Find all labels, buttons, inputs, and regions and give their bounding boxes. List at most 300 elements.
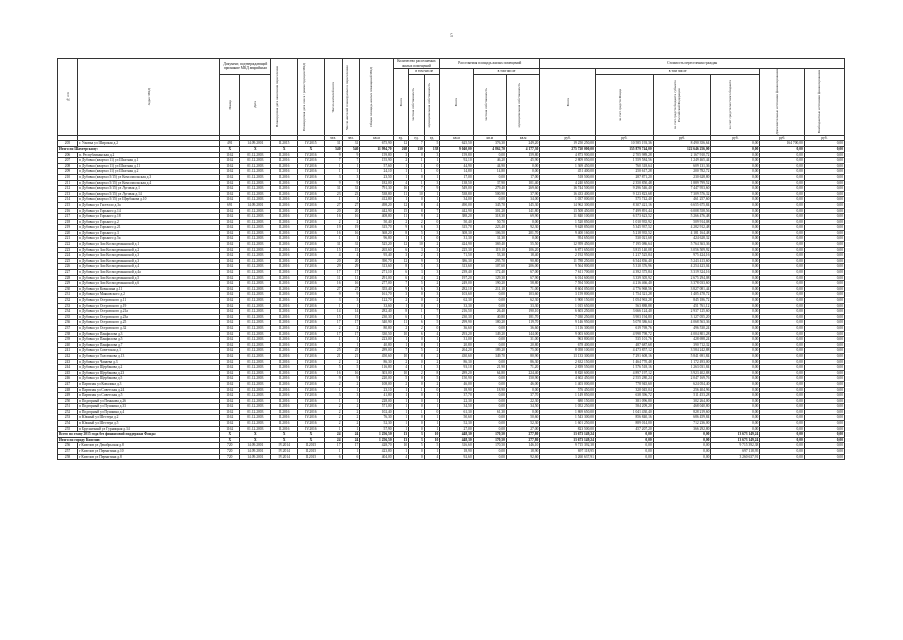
- table-cell: 355,40: [360, 286, 393, 292]
- table-cell: 1: [393, 398, 409, 404]
- table-cell: 257: [58, 449, 78, 455]
- address-cell: п Дубовка ул Островского д.32: [78, 325, 220, 331]
- table-cell: II.2016: [271, 158, 298, 164]
- table-cell: 0,00: [760, 146, 804, 152]
- table-cell: 720: [220, 443, 240, 449]
- table-cell: 1 543 300,00: [540, 415, 596, 421]
- table-cell: 155,90: [360, 158, 393, 164]
- table-cell: II.2016: [271, 214, 298, 220]
- table-cell: 0,00: [473, 426, 506, 432]
- table-cell: 963 800,00: [540, 337, 596, 343]
- table-cell: 1: [409, 387, 425, 393]
- table-cell: 170,50: [473, 443, 506, 449]
- table-cell: 461 257,60: [653, 197, 711, 203]
- table-cell: 122,70: [360, 298, 393, 304]
- table-cell: 234: [58, 309, 78, 315]
- table-cell: 0: [409, 174, 425, 180]
- table-cell: 1162: [220, 281, 240, 287]
- table-cell: 16: [324, 281, 342, 287]
- table-cell: 1 464 770,48: [595, 359, 653, 365]
- table-cell: 0,00: [760, 443, 804, 449]
- table-cell: 0,00: [711, 381, 760, 387]
- table-cell: 92,60: [506, 454, 539, 460]
- table-cell: 71,50: [440, 253, 473, 259]
- table-cell: 3: [424, 258, 440, 264]
- table-cell: 01.12.2003: [240, 381, 271, 387]
- table-cell: 1162: [220, 370, 240, 376]
- table-cell: 277,80: [506, 437, 539, 443]
- table-cell: 3 815 140,08: [595, 247, 653, 253]
- table-cell: 0: [409, 298, 425, 304]
- table-cell: 0,00: [804, 359, 844, 365]
- table-cell: 0,00: [760, 432, 804, 438]
- table-cell: 0,00: [804, 303, 844, 309]
- table-cell: 4 392 375,84: [595, 270, 653, 276]
- table-cell: 0,00: [595, 432, 653, 438]
- address-cell: п Дубовка ул Горького д.3: [78, 230, 220, 236]
- table-cell: 11: [393, 191, 409, 197]
- table-cell: 17: [342, 331, 360, 337]
- table-cell: 41,80: [360, 393, 393, 399]
- table-cell: 791,30: [360, 186, 393, 192]
- table-cell: 14,80: [440, 169, 473, 175]
- table-cell: 241: [58, 348, 78, 354]
- table-cell: 01.12.2003: [240, 180, 271, 186]
- table-cell: 239: [58, 337, 78, 343]
- table-cell: 0,00: [804, 236, 844, 242]
- table-cell: 19: [324, 225, 342, 231]
- table-cell: 01.12.2003: [240, 197, 271, 203]
- table-cell: 10: [409, 242, 425, 248]
- table-cell: 1: [324, 236, 342, 242]
- table-cell: 14.09.2001: [240, 443, 271, 449]
- table-cell: IV.2016: [298, 415, 325, 421]
- table-cell: 4 216 466,40: [595, 281, 653, 287]
- table-cell: 01.12.2003: [240, 258, 271, 264]
- table-cell: 303,00: [360, 370, 393, 376]
- table-cell: 3: [424, 270, 440, 276]
- table-cell: 6: [409, 331, 425, 337]
- table-cell: 0,00: [760, 348, 804, 354]
- table-cell: 0,00: [760, 365, 804, 371]
- table-cell: 1: [424, 398, 440, 404]
- table-cell: 4 177,30: [506, 146, 539, 152]
- table-cell: II.2015: [271, 141, 298, 147]
- table-cell: 1162: [220, 208, 240, 214]
- table-cell: 1162: [220, 186, 240, 192]
- table-cell: 6 573 623,52: [595, 214, 653, 220]
- table-cell: 450,60: [360, 353, 393, 359]
- table-cell: 71,20: [506, 365, 539, 371]
- table-cell: 500,90: [473, 191, 506, 197]
- header-area-municipal: муниципальная собственность: [506, 74, 539, 135]
- table-cell: 1 369 450,00: [540, 163, 596, 169]
- table-cell: 12: [393, 242, 409, 248]
- table-cell: II.2015: [298, 449, 325, 455]
- table-cell: 975 424,16: [653, 253, 711, 259]
- table-cell: 451 761,12: [653, 303, 711, 309]
- table-cell: 227: [58, 270, 78, 276]
- address-cell: п Дубовка ул Маяковского д.2: [78, 292, 220, 298]
- table-cell: 0,00: [711, 180, 760, 186]
- page-number: 5: [450, 34, 453, 39]
- address-cell: п Дубовка ул Толстикова д.13: [78, 353, 220, 359]
- table-cell: 24: [324, 437, 342, 443]
- table-cell: 34,50: [440, 404, 473, 410]
- unit-cell: кв.м: [360, 135, 393, 141]
- table-cell: 0,00: [595, 443, 653, 449]
- table-cell: 0,00: [473, 398, 506, 404]
- table-cell: II.2016: [271, 186, 298, 192]
- table-cell: 0,00: [804, 426, 844, 432]
- table-cell: 0,00: [760, 292, 804, 298]
- table-cell: 01.12.2003: [240, 186, 271, 192]
- table-cell: 22,30: [440, 398, 473, 404]
- table-cell: 8 058 100,00: [540, 348, 596, 354]
- table-cell: 1: [409, 365, 425, 371]
- table-cell: IV.2016: [298, 325, 325, 331]
- table-cell: 366 292,80: [653, 426, 711, 432]
- table-cell: 0,00: [804, 146, 844, 152]
- table-cell: 0,00: [804, 298, 844, 304]
- table-cell: 23,50: [360, 174, 393, 180]
- table-cell: II.2016: [271, 253, 298, 259]
- table-cell: 5 243 413,60: [653, 258, 711, 264]
- header-residents-plan: Число жителей планируемых к переселению: [342, 59, 360, 136]
- table-cell: 1162: [220, 337, 240, 343]
- table-cell: 122 646 256,00: [653, 146, 711, 152]
- table-cell: II.2016: [271, 309, 298, 315]
- table-cell: 232: [58, 298, 78, 304]
- table-cell: II.2016: [271, 387, 298, 393]
- table-cell: 2 839 550,00: [540, 365, 596, 371]
- table-cell: 3: [393, 292, 409, 298]
- table-cell: 3: [424, 247, 440, 253]
- table-cell: 57,90: [360, 426, 393, 432]
- table-cell: 248: [58, 387, 78, 393]
- table-cell: 1: [393, 342, 409, 348]
- address-cell: п Брусничный ул Гурницкая д.34: [78, 426, 220, 432]
- table-cell: 27,00: [440, 426, 473, 432]
- table-cell: 0,00: [473, 449, 506, 455]
- table-cell: 01.12.2003: [240, 325, 271, 331]
- table-cell: 27: [342, 202, 360, 208]
- table-cell: 1: [409, 158, 425, 164]
- table-cell: 0,00: [804, 342, 844, 348]
- table-cell: 1 601 250,00: [540, 421, 596, 427]
- table-cell: 457 207,20: [595, 426, 653, 432]
- table-cell: 381 096,80: [595, 398, 653, 404]
- table-cell: 349,70: [473, 353, 506, 359]
- table-cell: 172,40: [473, 270, 506, 276]
- table-cell: 0,00: [760, 398, 804, 404]
- table-cell: 2: [393, 158, 409, 164]
- table-cell: II.2016: [271, 180, 298, 186]
- table-cell: 182,00: [360, 180, 393, 186]
- table-cell: 0: [409, 197, 425, 203]
- table-cell: 17: [324, 331, 342, 337]
- table-cell: 141,80: [506, 208, 539, 214]
- table-cell: IV.2016: [298, 398, 325, 404]
- table-cell: 315,70: [360, 225, 393, 231]
- table-cell: 208: [58, 163, 78, 169]
- table-cell: II.2016: [271, 365, 298, 371]
- table-cell: 1: [393, 236, 409, 242]
- header-qty-all: Всего: [393, 69, 409, 136]
- table-cell: 0,00: [804, 353, 844, 359]
- table-cell: 37,90: [506, 191, 539, 197]
- table-cell: 159,80: [506, 152, 539, 158]
- table-cell: 313,60: [440, 264, 473, 270]
- table-cell: 0,00: [804, 421, 844, 427]
- table-cell: 584 209,20: [595, 404, 653, 410]
- table-cell: 235: [58, 314, 78, 320]
- table-cell: 01.12.2003: [240, 309, 271, 315]
- table-cell: 1162: [220, 342, 240, 348]
- table-cell: 0: [424, 169, 440, 175]
- table-cell: 9 715 392,38: [711, 443, 760, 449]
- table-cell: 0,00: [804, 169, 844, 175]
- table-cell: 1 520 850,00: [540, 219, 596, 225]
- table-cell: 1: [342, 303, 360, 309]
- table-cell: 3: [424, 292, 440, 298]
- table-cell: 8: [409, 208, 425, 214]
- table-cell: 0,00: [760, 275, 804, 281]
- table-cell: 0,00: [711, 292, 760, 298]
- address-cell: п Дубовка (квартал 5/15) ул Комсомольская д.4: [78, 180, 220, 186]
- table-cell: 190,20: [473, 281, 506, 287]
- table-cell: II.2016: [271, 421, 298, 427]
- table-cell: X: [240, 146, 271, 152]
- table-cell: 19 250 250,00: [540, 141, 596, 147]
- table-cell: 01.12.2003: [240, 348, 271, 354]
- table-cell: 0,00: [711, 219, 760, 225]
- table-cell: 0,00: [711, 202, 760, 208]
- table-cell: 6 603 250,00: [540, 309, 596, 315]
- table-cell: 8 490 356,64: [653, 141, 711, 147]
- table-cell: 4 473 857,12: [595, 348, 653, 354]
- table-cell: 4 240 650,00: [540, 180, 596, 186]
- table-cell: 468 040,80: [653, 404, 711, 410]
- table-cell: 1162: [220, 353, 240, 359]
- header-no: № п/п: [58, 59, 78, 136]
- table-cell: 52,30: [360, 421, 393, 427]
- table-cell: 0,00: [473, 359, 506, 365]
- table-cell: 27: [342, 286, 360, 292]
- header-qty-incl: в том числе: [409, 69, 440, 75]
- table-cell: 1: [393, 421, 409, 427]
- table-cell: 14.09.2001: [240, 141, 271, 147]
- table-cell: II.2016: [271, 163, 298, 169]
- address-cell: п Дубовка ул Зои Космодемьянской д.4а: [78, 270, 220, 276]
- table-cell: 7: [342, 158, 360, 164]
- table-cell: 64,80: [473, 370, 506, 376]
- table-cell: 0,00: [804, 404, 844, 410]
- table-cell: 01.12.2003: [240, 219, 271, 225]
- table-cell: 376,30: [473, 141, 506, 147]
- table-cell: 3: [424, 152, 440, 158]
- table-cell: 250 617,28: [595, 169, 653, 175]
- table-cell: 01.12.2003: [240, 169, 271, 175]
- table-cell: 4 862,70: [473, 146, 506, 152]
- table-cell: 0,00: [711, 275, 760, 281]
- table-cell: 34,50: [506, 404, 539, 410]
- table-cell: 1162: [220, 258, 240, 264]
- table-cell: 207: [58, 158, 78, 164]
- table-cell: II.2016: [271, 197, 298, 203]
- unit-cell: ед.: [424, 135, 440, 141]
- address-cell: п Дубовка ул Островского д.11: [78, 298, 220, 304]
- table-cell: 1: [393, 409, 409, 415]
- table-cell: 0,00: [760, 331, 804, 337]
- table-cell: 146,10: [506, 443, 539, 449]
- table-cell: 244: [58, 365, 78, 371]
- table-cell: 277,80: [506, 432, 539, 438]
- table-cell: 0,00: [711, 230, 760, 236]
- resettlement-table-sheet: [57, 58, 845, 460]
- table-cell: II.2016: [271, 174, 298, 180]
- table-cell: 144,00: [506, 331, 539, 337]
- table-cell: 230 628,80: [653, 174, 711, 180]
- table-cell: 71,00: [506, 286, 539, 292]
- table-cell: 1: [342, 449, 360, 455]
- table-cell: 3: [424, 264, 440, 270]
- table-cell: 7 291 608,16: [595, 353, 653, 359]
- table-cell: 1: [342, 197, 360, 203]
- table-cell: 33,30: [506, 303, 539, 309]
- table-cell: 954 650,00: [540, 236, 596, 242]
- table-cell: 638 396,72: [595, 393, 653, 399]
- table-cell: 540: [342, 146, 360, 152]
- table-cell: 2: [393, 219, 409, 225]
- table-cell: 5: [393, 376, 409, 382]
- table-cell: 3 903 194,80: [595, 314, 653, 320]
- table-cell: 116,80: [360, 365, 393, 371]
- table-cell: 0: [409, 376, 425, 382]
- subtotal-label: Всего по этапу 2015 года без финансовой поддержки Фонда:: [58, 432, 220, 438]
- table-cell: 95,40: [360, 253, 393, 259]
- table-cell: 0,00: [804, 437, 844, 443]
- table-cell: 423,80: [360, 449, 393, 455]
- table-cell: 1162: [220, 292, 240, 298]
- table-cell: II.2016: [271, 275, 298, 281]
- table-cell: X: [220, 146, 240, 152]
- table-cell: X: [298, 432, 325, 438]
- table-cell: 9: [324, 376, 342, 382]
- table-cell: X: [240, 432, 271, 438]
- table-cell: 161,70: [360, 292, 393, 298]
- address-cell: п Дубовка (квартал 11) ул Шахтная д.2: [78, 169, 220, 175]
- table-cell: 46,00: [506, 381, 539, 387]
- table-cell: 1 116 300,00: [540, 325, 596, 331]
- table-cell: 0,00: [760, 449, 804, 455]
- table-cell: 0: [409, 421, 425, 427]
- table-cell: 2: [324, 325, 342, 331]
- table-cell: 3 827 081,44: [653, 286, 711, 292]
- table-cell: 525,20: [360, 242, 393, 248]
- table-cell: 16: [342, 230, 360, 236]
- table-cell: 1: [342, 387, 360, 393]
- address-cell: г Кизелов ул Пермитина д.10: [78, 449, 220, 455]
- table-cell: 211,10: [473, 286, 506, 292]
- table-cell: 1162: [220, 415, 240, 421]
- table-cell: 2 937 125,60: [653, 309, 711, 315]
- table-cell: 0: [424, 387, 440, 393]
- table-cell: 20,80: [506, 342, 539, 348]
- table-cell: IV.2016: [298, 303, 325, 309]
- table-cell: 0,00: [804, 415, 844, 421]
- table-cell: 2: [342, 325, 360, 331]
- table-cell: 8: [393, 309, 409, 315]
- table-cell: 3: [409, 432, 425, 438]
- table-cell: 5 266 476,48: [653, 214, 711, 220]
- table-cell: 138,50: [440, 180, 473, 186]
- table-cell: 230: [58, 286, 78, 292]
- table-cell: 5 345 937,52: [595, 225, 653, 231]
- table-cell: 46,00: [440, 381, 473, 387]
- table-cell: 3 056 509,92: [653, 247, 711, 253]
- table-cell: 0,00: [711, 186, 760, 192]
- table-cell: 1 263 031,84: [653, 365, 711, 371]
- table-cell: 9: [409, 214, 425, 220]
- table-cell: 1: [424, 421, 440, 427]
- table-cell: 0,00: [711, 281, 760, 287]
- table-cell: 0: [409, 398, 425, 404]
- table-cell: 86,30: [506, 359, 539, 365]
- table-cell: 2: [424, 298, 440, 304]
- table-cell: 0,00: [506, 387, 539, 393]
- table-cell: 0,00: [760, 359, 804, 365]
- table-cell: 509 914,08: [653, 219, 711, 225]
- header-address: Адрес МКД: [78, 59, 220, 136]
- address-cell: п Дубовка ул Панфилова д.3: [78, 331, 220, 337]
- table-cell: 14,80: [473, 169, 506, 175]
- table-cell: 62,30: [506, 298, 539, 304]
- table-cell: 256: [58, 443, 78, 449]
- table-cell: II.2016: [271, 236, 298, 242]
- header-doc-number: Номер: [220, 74, 240, 135]
- table-cell: 17: [342, 443, 360, 449]
- table-cell: 0,00: [760, 247, 804, 253]
- table-cell: IV.2016: [298, 337, 325, 343]
- table-cell: 13 673 149,24: [711, 437, 760, 443]
- table-cell: 0,00: [760, 158, 804, 164]
- table-cell: 7: [393, 281, 409, 287]
- table-cell: 215: [58, 202, 78, 208]
- table-cell: 37,70: [506, 393, 539, 399]
- table-cell: 0,00: [804, 191, 844, 197]
- table-cell: 0,00: [804, 432, 844, 438]
- table-cell: 0,00: [711, 320, 760, 326]
- header-doc-group: Документ, подтверждающий признание МКД аварийным: [220, 59, 271, 75]
- table-cell: 1: [424, 253, 440, 259]
- table-cell: 0,00: [804, 163, 844, 169]
- table-cell: 250: [58, 398, 78, 404]
- table-cell: 119,70: [506, 320, 539, 326]
- table-cell: 50,60: [506, 415, 539, 421]
- header-cost-extra2: Внебюджетные источники финансирования: [804, 69, 844, 136]
- table-cell: 1: [424, 191, 440, 197]
- table-cell: 0,00: [473, 303, 506, 309]
- table-cell: II.2016: [271, 409, 298, 415]
- address-cell: п Дубовка ул Островского д.23а: [78, 314, 220, 320]
- table-cell: 0,00: [711, 169, 760, 175]
- subtotal-label: Итого по Шахтерскому:: [58, 146, 220, 152]
- table-cell: 86,30: [440, 359, 473, 365]
- table-cell: 14: [324, 309, 342, 315]
- table-cell: 15: [324, 247, 342, 253]
- header-cost-local: за счет средств местного бюджета: [711, 74, 760, 135]
